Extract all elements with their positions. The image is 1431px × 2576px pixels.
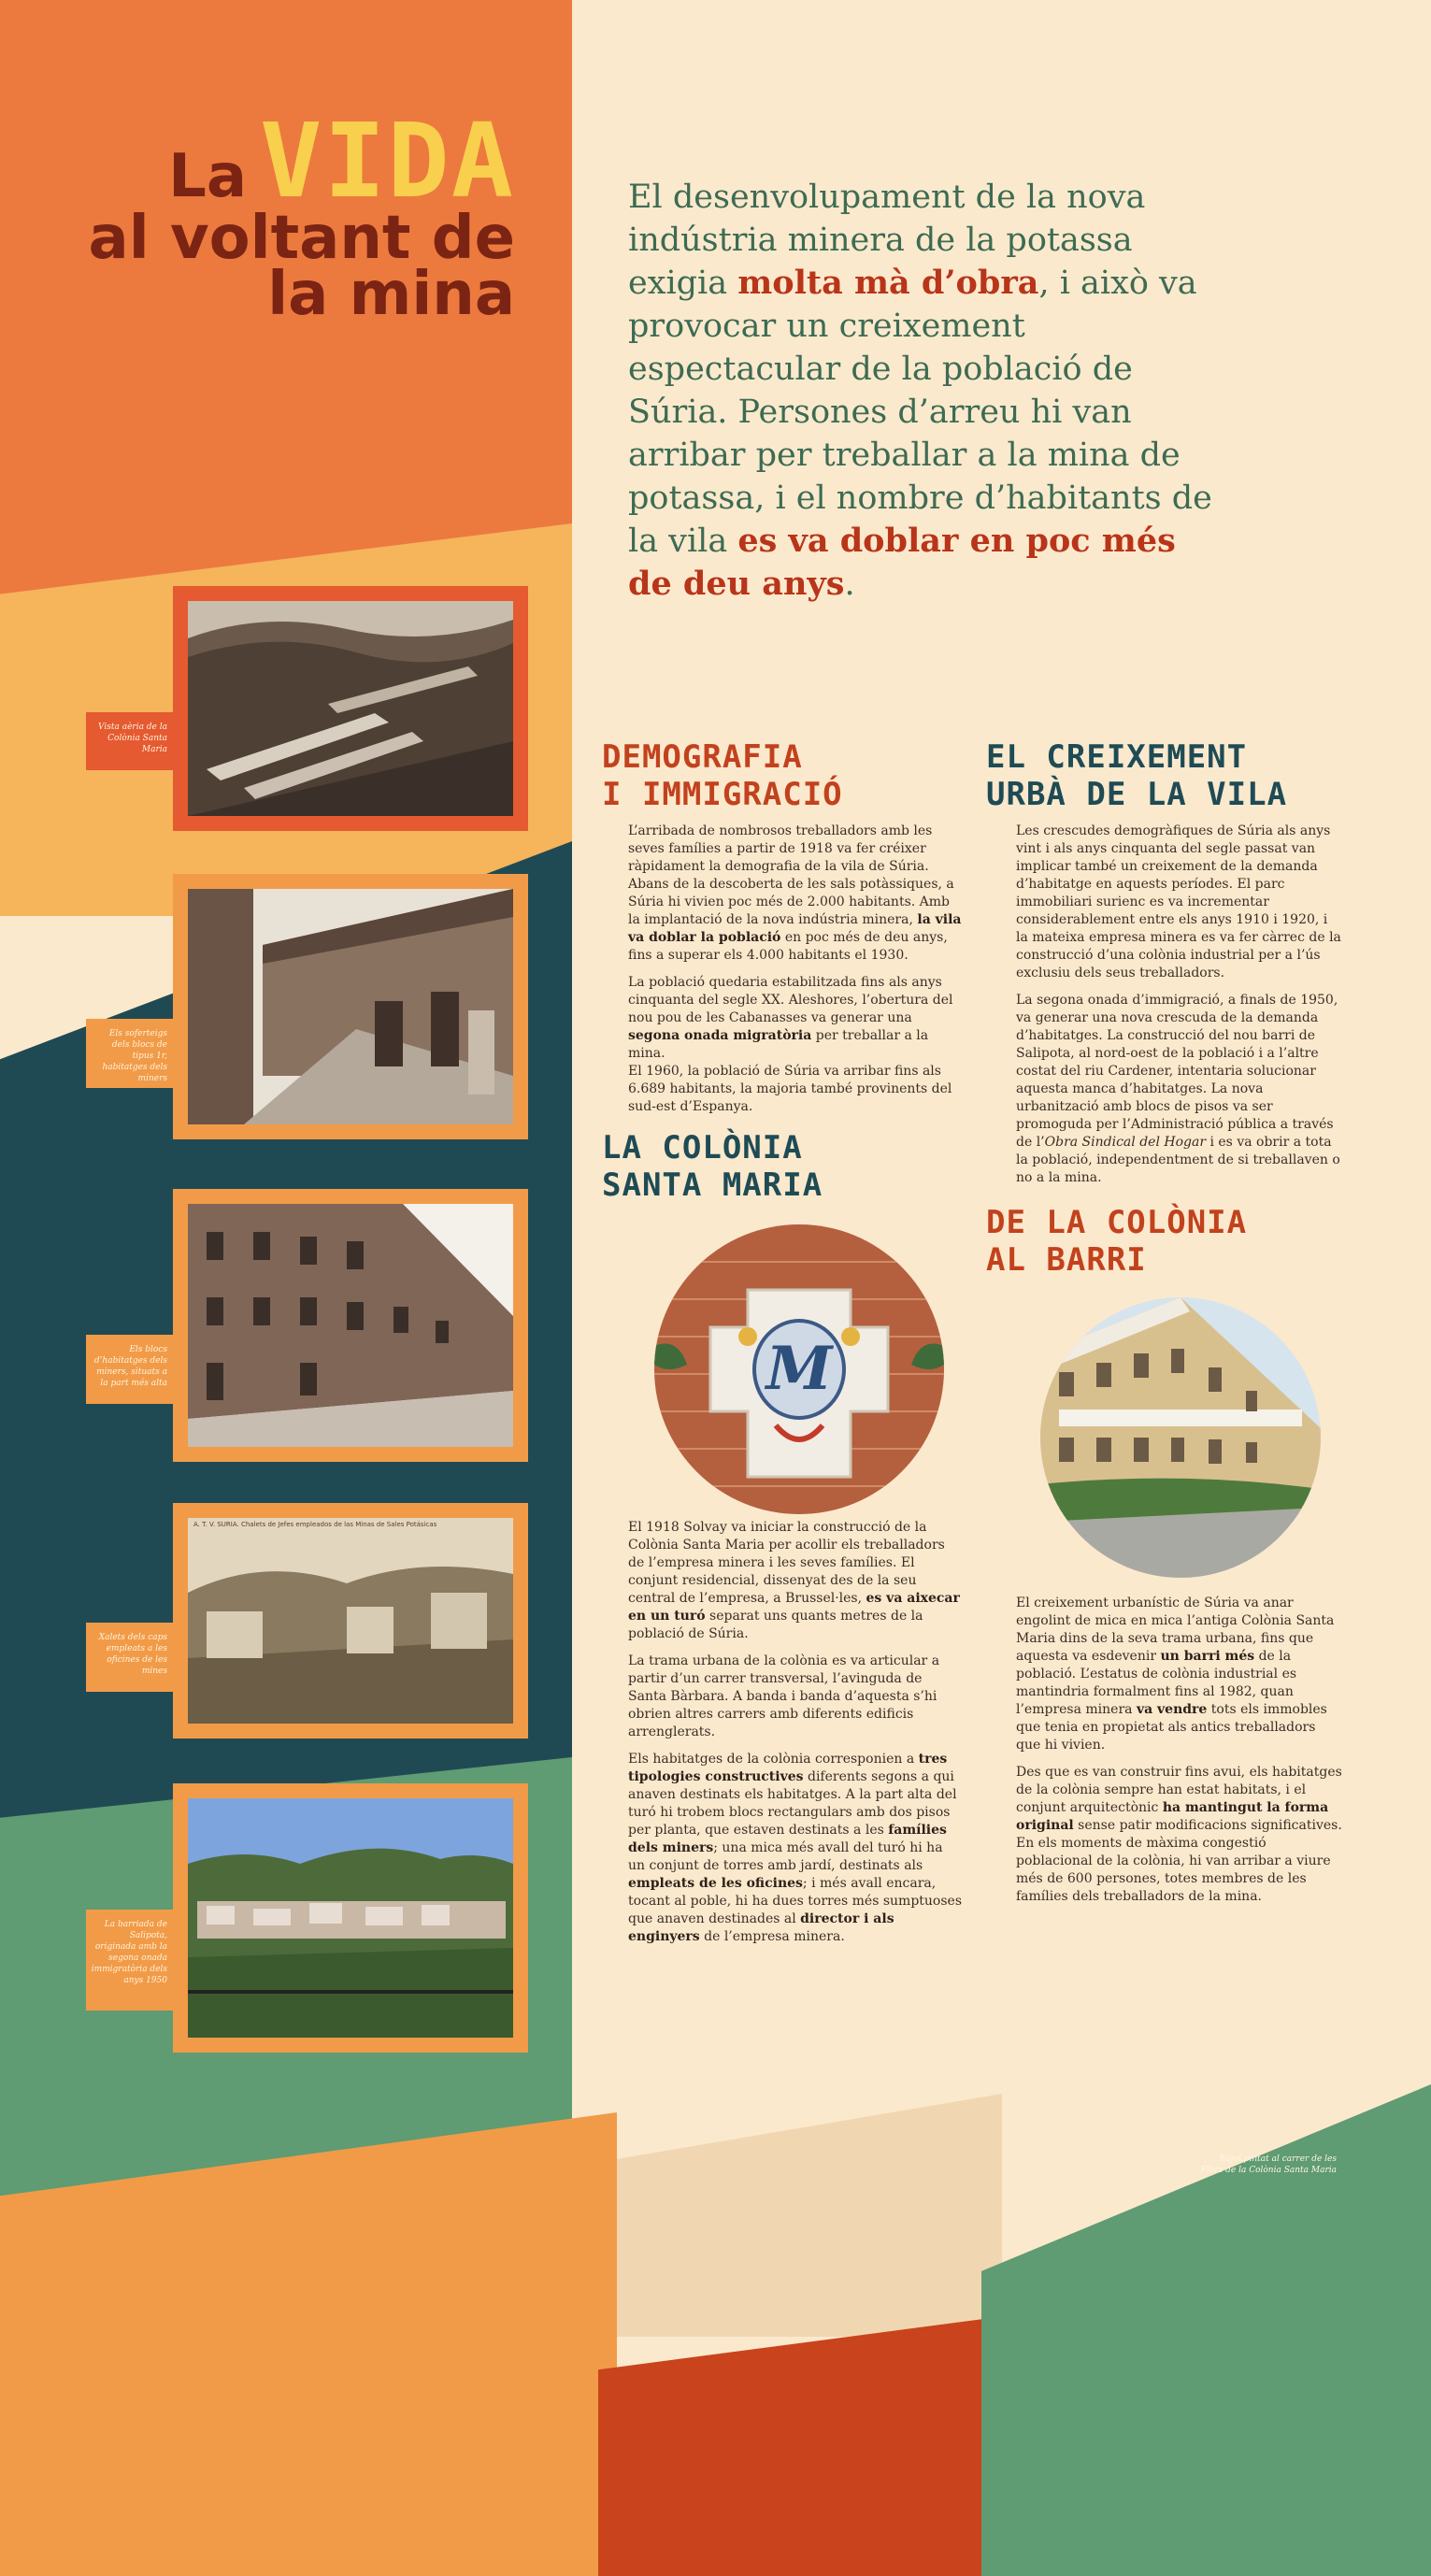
photo-aerial-view	[188, 601, 513, 816]
text-run: sense patir modificacions significatives. En els moments de màxima congestió poblacional de la colònia, hi van arribar a viure més de 600 persones, totes membres de les famílies dels treballadors de la mina.	[1016, 1818, 1342, 1904]
intro-text: .	[844, 565, 855, 603]
photo-credit: Rajol pintat al carrer de les Flors de la Colònia Santa Maria	[1200, 2154, 1337, 2175]
photo-caption: La barriada de Salipota, originada amb la segona onada immigratòria dels anys 1950	[86, 1910, 175, 2011]
heading-line: DEMOGRAFIA	[602, 738, 803, 776]
text-bold: ha mantingut la forma original	[1016, 1800, 1329, 1833]
text-italic: Obra Sindical del Hogar	[1044, 1135, 1207, 1150]
heading-barri	[986, 1204, 1247, 1279]
title-line-2: al voltant de	[88, 203, 515, 273]
text-run: Els habitatges de la colònia corresponien a	[628, 1752, 919, 1767]
text-run: L’arribada de nombrosos treballadors amb les seves famílies a partir de 1918 va fer créixer ràpidament la demografia de la vila de Súria. Abans de la descoberta de les sals potàssiques, a Súria hi vivien poc més de 2.000 habitants. Amb la implantació de la nova indústria minera,	[628, 823, 954, 927]
photo-caption: Els soferteigs dels blocs de tipus 1r, habitatges dels miners	[86, 1019, 175, 1088]
title-line-3: la mina	[267, 260, 515, 330]
photo-chalets-postcard	[188, 1518, 513, 1724]
text-run: de l’empresa minera.	[699, 1929, 845, 1944]
text-bold: es va aixecar en un turó	[628, 1591, 960, 1624]
photo-caption: Xalets dels caps empleats a les oficines de les mines	[86, 1623, 175, 1692]
intro-text: El desenvolupament de la nova indústria minera de la potassa exigia	[628, 179, 1146, 302]
text-run: separat uns quants metres de la població de Súria.	[628, 1609, 923, 1641]
heading-line: EL CREIXEMENT	[986, 738, 1248, 776]
text-run: Des que es van construir fins avui, els habitatges de la colònia sempre han estat habitats, i el conjunt arquitectònic	[1016, 1765, 1342, 1815]
text-run: El creixement urbanístic de Súria va anar engolint de mica en mica l’antiga Colònia Santa Maria dins de la seva trama urbana, fins que aquesta va esdevenir	[1016, 1596, 1335, 1664]
intro-paragraph	[628, 176, 1226, 606]
text-run: i es va obrir a tota la població, independentment de si treballaven o no a la mina.	[1016, 1135, 1340, 1185]
photo-circle-barri	[1040, 1297, 1321, 1578]
photo-caption: Els blocs d’habitatges dels miners, situats a la part més alta	[86, 1335, 175, 1404]
photo-card-aerial	[173, 586, 528, 831]
photo-salipota-neighbourhood	[188, 1798, 513, 2038]
photo-card-blocks	[173, 1189, 528, 1462]
heading-line: AL BARRI	[986, 1241, 1147, 1279]
text-bold: empleats de les oficines	[628, 1876, 803, 1891]
text-barri	[1016, 1595, 1343, 1915]
photo-card-street	[173, 874, 528, 1139]
text-run: de la població. L’estatus de colònia industrial es mantindria formalment fins al 1982, quan l’empresa minera	[1016, 1649, 1297, 1717]
postcard-caption: A. T. V. SURIA. Chalets de Jefes empleados de las Minas de Sales Potásicas	[193, 1521, 437, 1528]
heading-line: DE LA COLÒNIA	[986, 1204, 1248, 1241]
page-title	[88, 101, 515, 330]
heading-line: LA COLÒNIA	[602, 1129, 803, 1166]
text-run: en poc més de deu anys, fins a superar els 4.000 habitants el 1930.	[628, 930, 948, 963]
intro-emphasis: es va doblar en poc més de deu anys	[628, 522, 1176, 603]
text-bold: famílies dels miners	[628, 1823, 947, 1855]
text-creixement	[1016, 823, 1343, 1196]
title-highlight: VIDA	[260, 101, 515, 221]
heading-demografia	[602, 738, 843, 813]
text-bold: tres tipologies constructives	[628, 1752, 948, 1784]
text-bold: va vendre	[1136, 1702, 1208, 1717]
intro-text: , i això va provocar un creixement espectacular de la població de Súria. Persones d’arreu hi van arribar per treballar a la mina de potassa, i el nombre d’habitants de la vila	[628, 265, 1212, 560]
text-paragraph: La trama urbana de la colònia es va articular a partir d’un carrer transversal, l’avinguda de Santa Bàrbara. A banda i banda d’aquesta s’hi obrien altres carrers amb diferents edificis arrenglerats.	[628, 1653, 940, 1739]
text-bold: un barri més	[1160, 1649, 1255, 1664]
text-run: diferents segons a qui anaven destinats els habitatges. A la part alta del turó hi trobem blocs rectangulars amb dos pisos per planta, que estaven destinats a les	[628, 1769, 957, 1838]
photo-miners-houses	[188, 889, 513, 1124]
text-paragraph: Les crescudes demogràfiques de Súria als anys vint i als anys cinquanta del segle passat van implicar també un creixement de la demanda d’habitatge en aquests períodes. El parc immobiliari surienc es va incrementar considerablement entre els anys 1910 i 1920, i la mateixa empresa minera es va fer càrrec de la construcció d’una colònia industrial per a l’ús exclusiu dels seus treballadors.	[1016, 823, 1341, 980]
text-paragraph: El 1960, la població de Súria va arribar fins als 6.689 habitants, la majoria també provinents del sud-est d’Espanya.	[628, 1064, 952, 1114]
heading-line: I IMMIGRACIÓ	[602, 776, 843, 813]
tile-monogram: M	[766, 1334, 833, 1404]
heading-line: URBÀ DE LA VILA	[986, 776, 1288, 813]
heading-colonia	[602, 1129, 823, 1204]
heading-line: SANTA MARIA	[602, 1166, 823, 1204]
text-bold: segona onada migratòria	[628, 1028, 812, 1043]
text-run: La població quedaria estabilitzada fins als anys cinquanta del segle XX. Aleshores, l’obertura del nou pou de les Cabanasses va generar una	[628, 975, 953, 1025]
photo-caption: Vista aèria de la Colònia Santa Maria	[86, 712, 175, 770]
text-bold: director i als enginyers	[628, 1911, 894, 1944]
text-run: tots els immobles que tenia en propietat als antics treballadors que hi vivien.	[1016, 1702, 1327, 1753]
photo-card-salipota	[173, 1783, 528, 2053]
heading-creixement	[986, 738, 1287, 813]
text-run: per treballar a la mina.	[628, 1028, 929, 1061]
text-bold: la vila va doblar la població	[628, 912, 962, 945]
text-demografia	[628, 823, 963, 1125]
text-colonia	[628, 1519, 963, 1955]
photo-housing-blocks	[188, 1204, 513, 1447]
intro-emphasis: molta mà d’obra	[737, 264, 1039, 302]
text-run: ; una mica més avall del turó hi ha un conjunt de torres amb jardí, destinats als	[628, 1840, 943, 1873]
tile-medallion	[654, 1224, 944, 1514]
text-run: El 1918 Solvay va iniciar la construcció de la Colònia Santa Maria per acollir els treballadors de l’empresa minera i les seves famílies. El conjunt residencial, dissenyat des de la seu central de l’empresa, a Brussel·les,	[628, 1520, 945, 1606]
title-prefix: La	[168, 142, 248, 211]
text-run: La segona onada d’immigració, a finals de 1950, va generar una nova crescuda de la demanda d’habitatges. La construcció del nou barri de Salipota, al nord-oest de la població i a l’altre costat del riu Cardener, intentaria solucionar aquesta manca d’habitatges. La nova urbanització amb blocs de pisos va ser promoguda per l’Administració pública a través de l’	[1016, 993, 1338, 1150]
photo-card-chalets	[173, 1503, 528, 1739]
text-run: ; i més avall encara, tocant al poble, hi ha dues torres més sumptuoses que anaven destinades al	[628, 1876, 962, 1926]
